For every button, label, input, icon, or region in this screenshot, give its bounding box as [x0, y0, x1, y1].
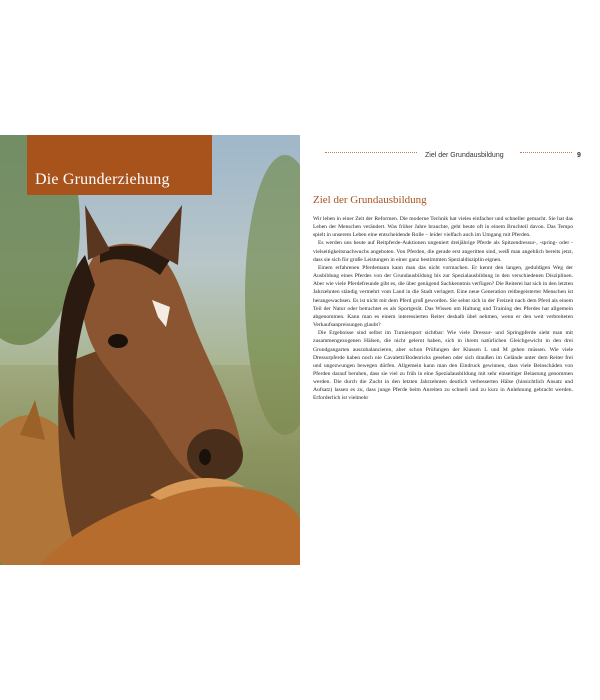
horse-illustration — [0, 135, 300, 565]
page-number: 9 — [577, 152, 581, 159]
running-head-rule-left — [325, 152, 417, 153]
paragraph: Es werden uns heute auf Reitpferde-Auktionen ungeniert dreijährige Pferde als Spitzendressur-, -spring- oder -vielseitigkeitsnachwuchs angeboten. Von Pferden, die gerade erst angeritten sind, weiß man angeblich bereits jetzt, dass sie sich für große Leistungen in einer ganz bestimmten Spezialdisziplin eignen. — [313, 240, 573, 263]
horse-photo — [0, 135, 300, 565]
chapter-title: Die Grunderziehung — [35, 171, 170, 188]
body-text — [313, 215, 573, 403]
chapter-banner — [27, 135, 212, 195]
paragraph: Einem erfahrenen Pferdemann kann man das nicht vormachen. Er kennt den langen, geduldigen Weg der Ausbildung eines Pferdes von der Grundausbildung bis zur Spezialausbildung in den verschiedenen Disziplinen. Aber wie viele Pferdefreunde gibt es, die über genügend Sachkenntnis verfügen? Die Reiterei hat sich in den letzten Jahrzehnten ständig vermehrt vom Land in die Stadt verlagert. Eine neue Generation reitbegeisterter Menschen ist herangewachsen. Es ist nicht mit dem Pferd groß geworden. Sie sehnt sich in der Freizeit nach dem Pferd als einem Teil der Natur oder betrachtet es als Sportgerät. Das Wissen um Haltung und Training des Pferdes hat allgemein abgenommen. Kann man es einem interessierten Reiter deshalb übel nehmen, wenn er den weit verbreiteten Verkaufsanpreisungen glaubt? — [313, 264, 574, 329]
paragraph: Die Ergebnisse sind selbst im Turniersport sichtbar: Wie viele Dressur- und Springpferde sieht man mit zusammengezogenen Hälsen, die nicht gelernt haben, sich in ihrem natürlichen Gleichgewicht in den drei Grundgangarten auszubalancieren, aber schon Prüfungen der Klassen L und M gehen müssen. Wie viele Dressurpferde haben noch nie Cavaletti/Bodenricks gesehen oder sich draußen im Gelände unter dem Reiter frei und ungezwungen bewegen dürfen. Allgemein kann man den Eindruck gewinnen, dass viele Beinschäden von Pferden darauf beruhen, dass sie viel zu früh in eine Spezialausbildung mit sehr einseitiger Belastung genommen werden. Die durch die Zucht in den letzten Jahrzehnten deutlich verbesserten Hälse (hinsichtlich Ansatz und Aufsatz) lassen es zu, dass junge Pferde beim Anreiten zu schnell und zu kurz in Anlehnung gebracht werden. Erforderlich ist vielmehr — [313, 330, 573, 402]
section-title: Ziel der Grundausbildung — [313, 194, 427, 206]
running-head: Ziel der Grundausbildung — [425, 152, 504, 159]
running-head-rule-right — [520, 152, 572, 153]
paragraph: Wir leben in einer Zeit der Reformen. Die moderne Technik hat vieles einfacher und schneller gemacht. Sie hat das Leben der Menschen verändert. Was früher Jahre brauchte, geht heute oft in einem Bruchteil davon. Das Tempo spielt in unserem Leben eine entscheidende Rolle – leider vielfach auch im Umgang mit Pferden. — [313, 216, 573, 239]
